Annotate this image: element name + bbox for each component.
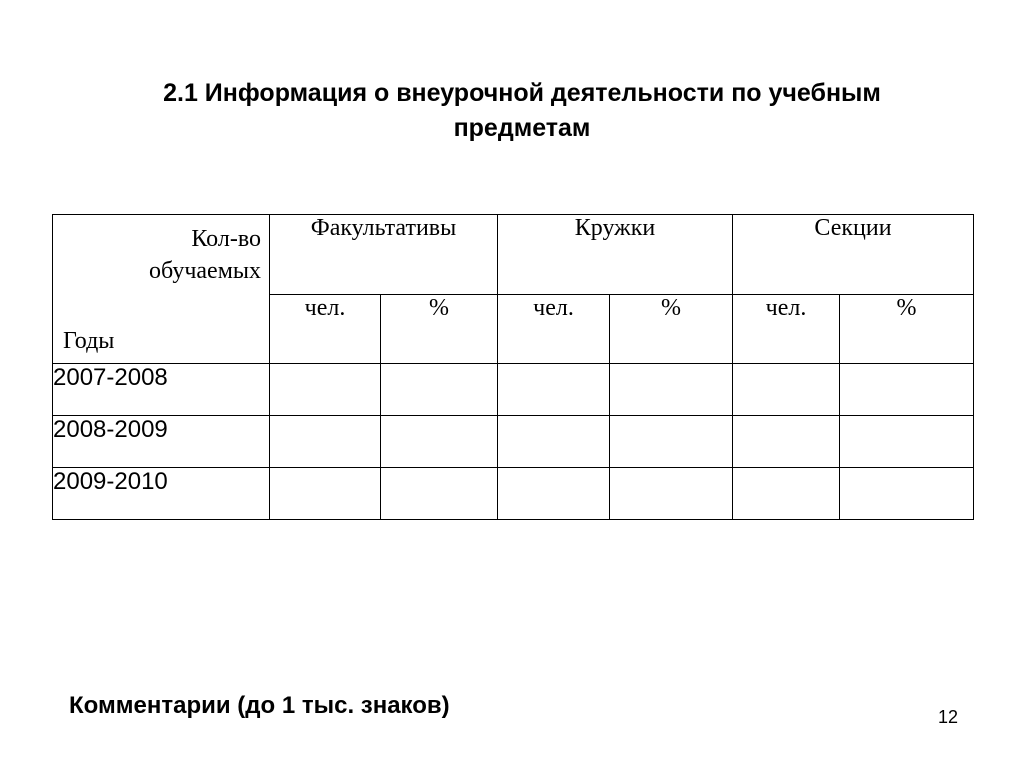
slide-title-line-2: предметам (453, 114, 591, 142)
table-cell (733, 416, 840, 468)
subheader-people: чел. (270, 294, 381, 363)
table-cell (610, 416, 733, 468)
table-cell (381, 416, 498, 468)
subheader-percent: % (381, 294, 498, 363)
table-header-row-groups (53, 215, 974, 295)
slide-title-line-1: 2.1 Информация о внеурочной деятельности по учебным (163, 79, 881, 107)
table-row (53, 468, 974, 520)
table-cell (381, 364, 498, 416)
corner-years-label: Годы (63, 328, 115, 354)
table-cell (610, 468, 733, 520)
table-corner-cell (53, 215, 270, 364)
table-cell (840, 416, 974, 468)
year-cell: 2008-2009 (53, 416, 270, 468)
year-cell: 2007-2008 (53, 364, 270, 416)
group-header-electives: Факультативы (270, 215, 498, 295)
table-cell (381, 468, 498, 520)
table-cell (270, 416, 381, 468)
subheader-percent: % (610, 294, 733, 363)
table-cell (270, 364, 381, 416)
year-cell: 2009-2010 (53, 468, 270, 520)
table-cell (610, 364, 733, 416)
group-header-clubs: Кружки (498, 215, 733, 295)
corner-students-count-label (149, 223, 261, 287)
table-row (53, 416, 974, 468)
slide-title (60, 76, 984, 146)
corner-label-line-2: обучаемых (149, 258, 261, 284)
table-cell (840, 468, 974, 520)
table-cell (498, 416, 610, 468)
table-row (53, 364, 974, 416)
table-cell (733, 468, 840, 520)
comments-label: Комментарии (до 1 тыс. знаков) (69, 692, 450, 719)
table-cell (498, 364, 610, 416)
subheader-people: чел. (498, 294, 610, 363)
subheader-people: чел. (733, 294, 840, 363)
page-number: 12 (938, 707, 959, 727)
table-cell (270, 468, 381, 520)
corner-label-line-1: Кол-во (191, 226, 261, 252)
table-cell (840, 364, 974, 416)
activity-table (52, 214, 974, 520)
subheader-percent: % (840, 294, 974, 363)
table-cell (733, 364, 840, 416)
table-cell (498, 468, 610, 520)
group-header-sections: Секции (733, 215, 974, 295)
